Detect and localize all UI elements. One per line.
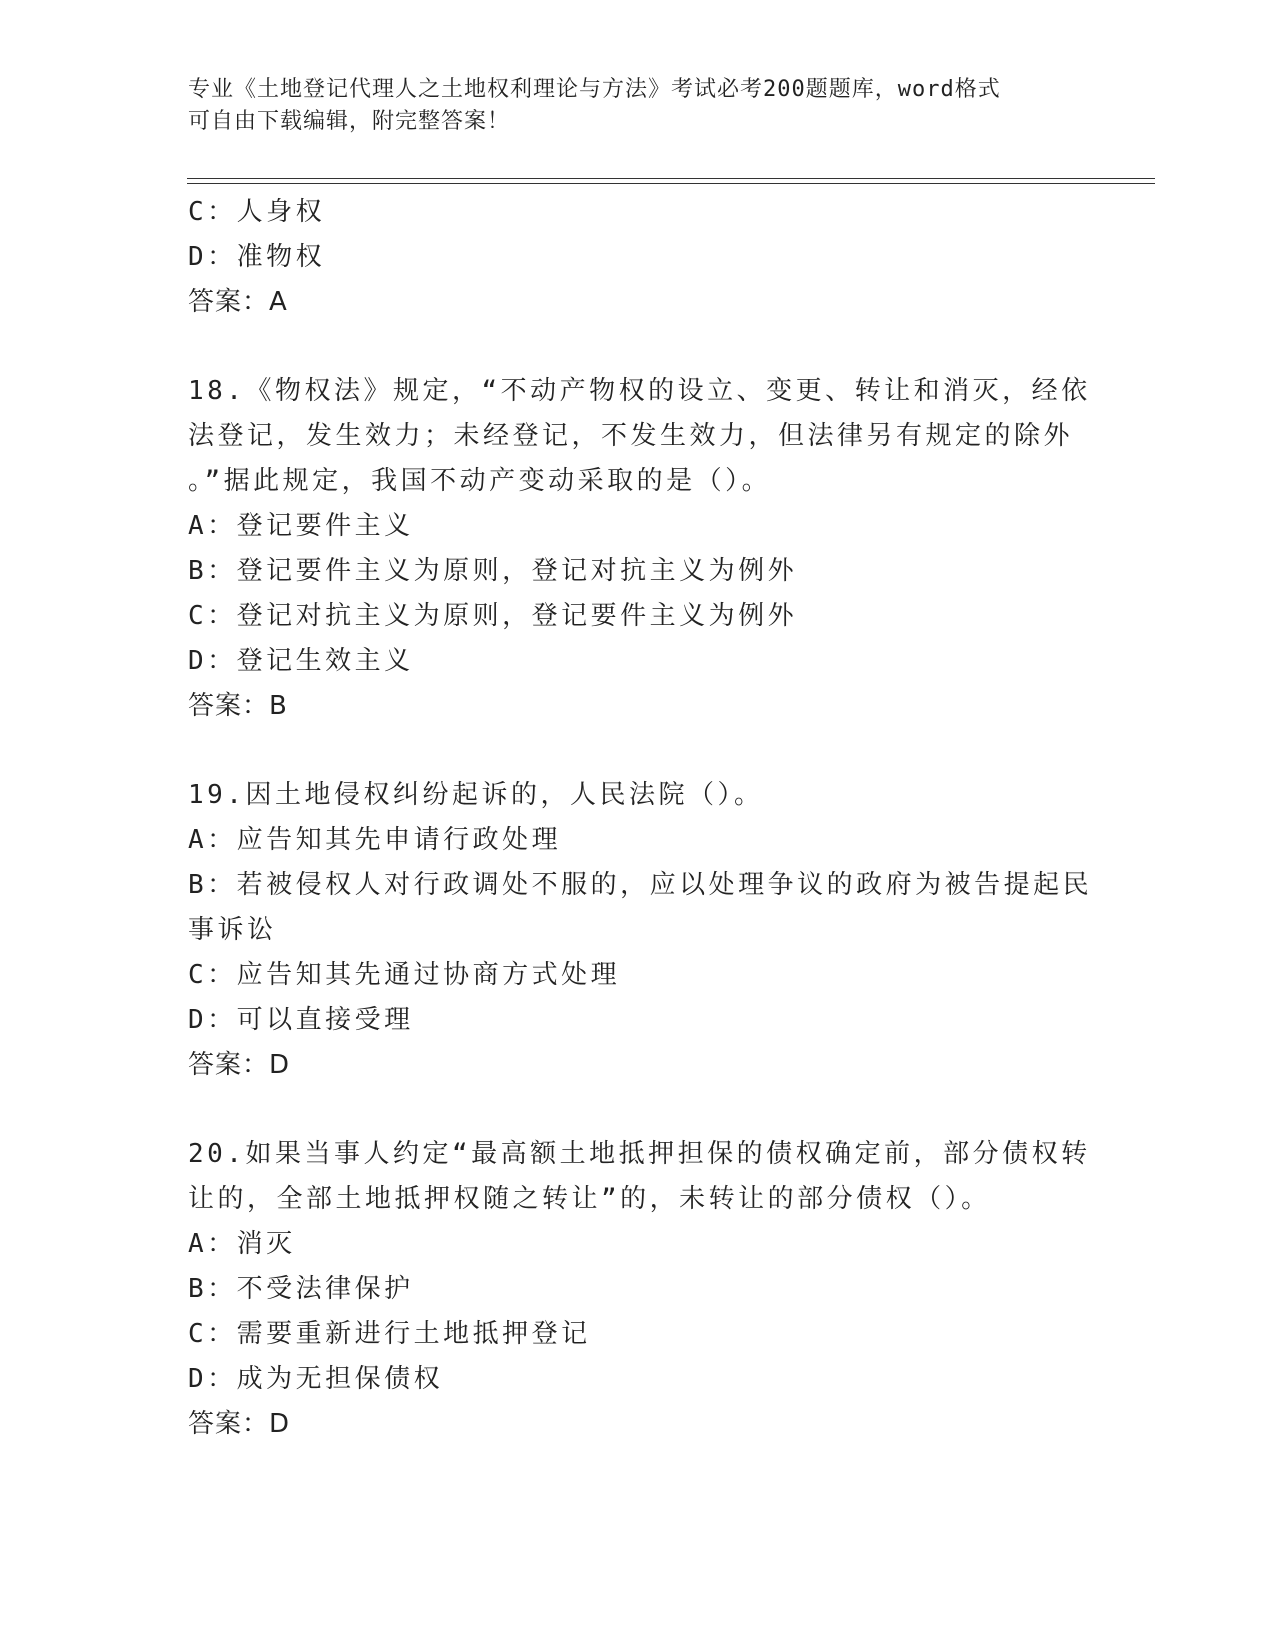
header-line-1: 专业《土地登记代理人之土地权利理论与方法》考试必考200题题库，word格式 xyxy=(188,77,1001,102)
option-b: B：不受法律保护 xyxy=(188,1274,414,1304)
option-c: C：需要重新进行土地抵押登记 xyxy=(188,1319,591,1349)
option-b-continued: 事诉讼 xyxy=(188,915,277,945)
question-19 xyxy=(188,773,1093,1088)
question-text: 19.因土地侵权纠纷起诉的，人民法院（）。 xyxy=(188,780,764,810)
answer: 答案：B xyxy=(188,691,288,721)
option-b: B：若被侵权人对行政调处不服的，应以处理争议的政府为被告提起民 xyxy=(188,870,1093,900)
option-c: C：人身权 xyxy=(188,197,326,227)
previous-question-tail xyxy=(188,190,1088,325)
option-c: C：登记对抗主义为原则，登记要件主义为例外 xyxy=(188,601,798,631)
header-divider xyxy=(187,178,1155,179)
header-line-2: 可自由下载编辑，附完整答案！ xyxy=(188,109,511,134)
header-divider-second xyxy=(187,183,1155,184)
answer: 答案：A xyxy=(188,287,288,317)
question-20 xyxy=(188,1132,1091,1447)
option-d: D：登记生效主义 xyxy=(188,646,414,676)
question-content xyxy=(188,190,1093,1447)
option-a: A：登记要件主义 xyxy=(188,511,414,541)
option-c: C：应告知其先通过协商方式处理 xyxy=(188,960,621,990)
question-text: 让的，全部土地抵押权随之转让”的，未转让的部分债权（）。 xyxy=(188,1184,991,1214)
question-18 xyxy=(188,369,1091,729)
option-d: D：准物权 xyxy=(188,242,326,272)
question-text: 。”据此规定，我国不动产变动采取的是（）。 xyxy=(188,466,772,496)
answer: 答案：D xyxy=(188,1050,291,1080)
question-text: 18.《物权法》规定，“不动产物权的设立、变更、转让和消灭，经依 xyxy=(188,376,1091,406)
option-d: D：成为无担保债权 xyxy=(188,1364,444,1394)
document-header xyxy=(188,74,1068,138)
answer: 答案：D xyxy=(188,1409,291,1439)
question-text: 20.如果当事人约定“最高额土地抵押担保的债权确定前，部分债权转 xyxy=(188,1139,1091,1169)
option-b: B：登记要件主义为原则，登记对抗主义为例外 xyxy=(188,556,798,586)
option-d: D：可以直接受理 xyxy=(188,1005,414,1035)
option-a: A：消灭 xyxy=(188,1229,296,1259)
option-a: A：应告知其先申请行政处理 xyxy=(188,825,562,855)
question-text: 法登记，发生效力；未经登记，不发生效力，但法律另有规定的除外 xyxy=(188,421,1074,451)
